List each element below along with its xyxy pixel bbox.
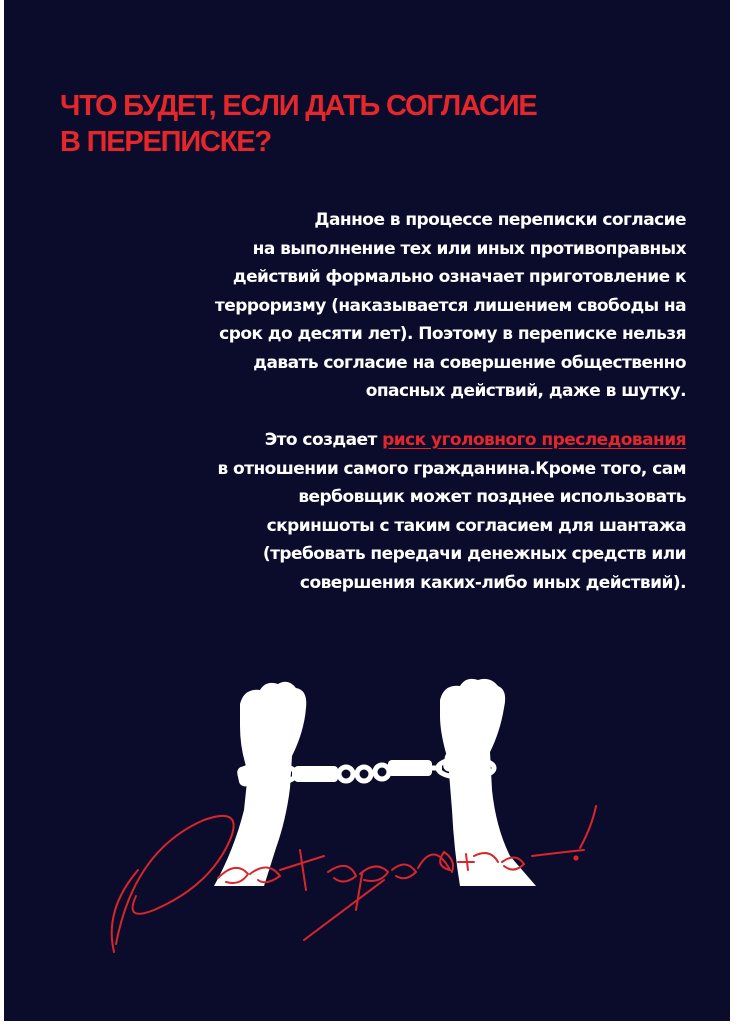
paragraph-line: давать согласие на совершение общественно	[253, 352, 686, 373]
criminal-prosecution-risk-link[interactable]: риск уголовного преследования	[382, 430, 686, 450]
paragraph-consent	[126, 206, 686, 406]
paragraph-line-with-link	[126, 426, 686, 455]
paragraph-line: на выполнение тех или иных противоправных	[252, 238, 686, 259]
page-title	[60, 88, 660, 160]
paragraph-line: терроризму (наказывается лишением свободы на	[214, 295, 686, 316]
risk-prefix: Это создает	[264, 430, 383, 450]
handcuffed-hands-icon	[4, 660, 730, 1021]
paragraph-line: в отношении самого гражданина.Кроме того, сам	[217, 458, 686, 479]
paragraph-risk	[126, 426, 686, 597]
title-line-1: ЧТО БУДЕТ, ЕСЛИ ДАТЬ СОГЛАСИЕ	[60, 90, 537, 122]
paragraph-line: опасных действий, даже в шутку.	[365, 381, 686, 401]
paragraph-line: Данное в процессе переписки согласие	[314, 210, 686, 230]
paragraph-line: вербовщик может позднее использовать	[298, 487, 686, 507]
paragraph-line: (требовать передачи денежных средств или	[262, 544, 686, 564]
right-fist-icon	[440, 679, 536, 886]
paragraph-line: совершения каких-либо иных действий).	[299, 572, 686, 593]
paragraph-line: срок до десяти лет). Поэтому в переписке нельзя	[219, 324, 686, 344]
paragraph-line: действий формально означает приготовление к	[232, 267, 686, 287]
poster	[4, 0, 730, 1021]
paragraph-line: скриншоты с таким согласием для шантажа	[266, 515, 686, 536]
title-line-2: В ПЕРЕПИСКЕ?	[60, 126, 271, 158]
